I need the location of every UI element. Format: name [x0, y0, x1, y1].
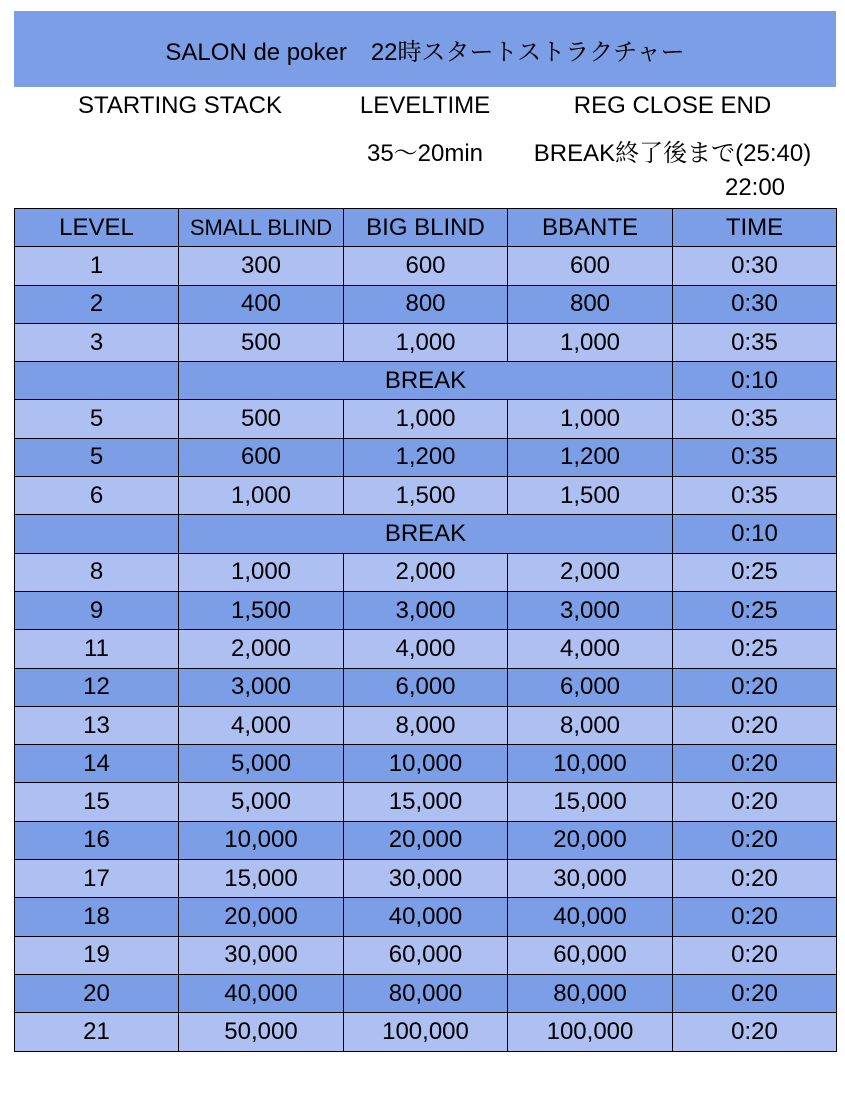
time-cell: 0:20 — [673, 668, 837, 706]
table-row — [15, 898, 837, 936]
break-row — [15, 515, 837, 553]
big-blind-cell: 4,000 — [344, 630, 508, 668]
small-blind-cell: 10,000 — [179, 821, 344, 859]
big-blind-cell: 1,200 — [344, 438, 508, 476]
big-blind-cell: 80,000 — [344, 974, 508, 1012]
break-label: BREAK — [179, 515, 673, 553]
level-cell: 2 — [15, 285, 179, 323]
level-cell: 3 — [15, 323, 179, 361]
table-body — [15, 247, 837, 1051]
small-blind-cell: 4,000 — [179, 706, 344, 744]
level-cell: 13 — [15, 706, 179, 744]
table-row — [15, 821, 837, 859]
header-small-blind: SMALL BLIND — [179, 209, 344, 247]
bbante-cell: 600 — [508, 247, 673, 285]
big-blind-cell: 8,000 — [344, 706, 508, 744]
time-cell: 0:20 — [673, 783, 837, 821]
time-cell: 0:20 — [673, 821, 837, 859]
time-cell: 0:25 — [673, 591, 837, 629]
time-cell: 0:25 — [673, 553, 837, 591]
small-blind-cell: 30,000 — [179, 936, 344, 974]
bbante-cell: 80,000 — [508, 974, 673, 1012]
level-cell: 6 — [15, 477, 179, 515]
page-title — [14, 11, 836, 87]
reg-close-label: REG CLOSE END — [573, 92, 772, 119]
time-cell: 0:25 — [673, 630, 837, 668]
small-blind-cell: 3,000 — [179, 668, 344, 706]
time-cell: 0:30 — [673, 247, 837, 285]
level-cell: 1 — [15, 247, 179, 285]
small-blind-cell: 600 — [179, 438, 344, 476]
big-blind-cell: 15,000 — [344, 783, 508, 821]
small-blind-cell: 20,000 — [179, 898, 344, 936]
small-blind-cell: 1,500 — [179, 591, 344, 629]
big-blind-cell: 2,000 — [344, 553, 508, 591]
table-row — [15, 477, 837, 515]
time-cell: 0:20 — [673, 745, 837, 783]
time-cell: 0:10 — [673, 515, 837, 553]
header-big-blind: BIG BLIND — [344, 209, 508, 247]
level-cell: 11 — [15, 630, 179, 668]
time-cell: 0:20 — [673, 1013, 837, 1051]
break-empty-cell — [15, 362, 179, 400]
table-row — [15, 285, 837, 323]
time-cell: 0:20 — [673, 974, 837, 1012]
level-cell: 12 — [15, 668, 179, 706]
time-cell: 0:35 — [673, 323, 837, 361]
break-row — [15, 362, 837, 400]
level-cell: 14 — [15, 745, 179, 783]
level-cell: 16 — [15, 821, 179, 859]
bbante-cell: 1,000 — [508, 323, 673, 361]
bbante-cell: 6,000 — [508, 668, 673, 706]
table-row — [15, 974, 837, 1012]
big-blind-cell: 1,000 — [344, 400, 508, 438]
bbante-cell: 2,000 — [508, 553, 673, 591]
level-cell: 9 — [15, 591, 179, 629]
big-blind-cell: 1,000 — [344, 323, 508, 361]
level-cell: 8 — [15, 553, 179, 591]
small-blind-cell: 5,000 — [179, 745, 344, 783]
level-cell: 5 — [15, 400, 179, 438]
bbante-cell: 60,000 — [508, 936, 673, 974]
blind-structure-table — [14, 208, 837, 1052]
small-blind-cell: 5,000 — [179, 783, 344, 821]
bbante-cell: 8,000 — [508, 706, 673, 744]
leveltime-label: LEVELTIME — [359, 92, 491, 119]
time-cell: 0:10 — [673, 362, 837, 400]
start-time-value: 22:00 — [724, 174, 786, 201]
big-blind-cell: 60,000 — [344, 936, 508, 974]
big-blind-cell: 3,000 — [344, 591, 508, 629]
leveltime-value: 35〜20min — [366, 140, 484, 167]
table-row — [15, 630, 837, 668]
big-blind-cell: 20,000 — [344, 821, 508, 859]
time-cell: 0:35 — [673, 477, 837, 515]
time-cell: 0:35 — [673, 438, 837, 476]
break-label: BREAK — [179, 362, 673, 400]
small-blind-cell: 1,000 — [179, 553, 344, 591]
bbante-cell: 15,000 — [508, 783, 673, 821]
level-cell: 17 — [15, 860, 179, 898]
time-cell: 0:20 — [673, 898, 837, 936]
header-level: LEVEL — [15, 209, 179, 247]
table-row — [15, 438, 837, 476]
reg-close-value: BREAK終了後まで(25:40) — [533, 140, 812, 167]
level-cell: 21 — [15, 1013, 179, 1051]
bbante-cell: 1,500 — [508, 477, 673, 515]
small-blind-cell: 300 — [179, 247, 344, 285]
bbante-cell: 800 — [508, 285, 673, 323]
bbante-cell: 10,000 — [508, 745, 673, 783]
table-row — [15, 323, 837, 361]
level-cell: 18 — [15, 898, 179, 936]
table-row — [15, 783, 837, 821]
bbante-cell: 1,200 — [508, 438, 673, 476]
header-time: TIME — [673, 209, 837, 247]
big-blind-cell: 30,000 — [344, 860, 508, 898]
table-row — [15, 591, 837, 629]
big-blind-cell: 6,000 — [344, 668, 508, 706]
big-blind-cell: 10,000 — [344, 745, 508, 783]
bbante-cell: 3,000 — [508, 591, 673, 629]
small-blind-cell: 500 — [179, 400, 344, 438]
header-bbante: BBANTE — [508, 209, 673, 247]
level-cell: 15 — [15, 783, 179, 821]
table-row — [15, 745, 837, 783]
time-cell: 0:20 — [673, 936, 837, 974]
bbante-cell: 100,000 — [508, 1013, 673, 1051]
table-header-row — [15, 209, 837, 247]
big-blind-cell: 800 — [344, 285, 508, 323]
big-blind-cell: 100,000 — [344, 1013, 508, 1051]
small-blind-cell: 50,000 — [179, 1013, 344, 1051]
table-row — [15, 553, 837, 591]
starting-stack-label: STARTING STACK — [77, 92, 283, 119]
level-cell: 19 — [15, 936, 179, 974]
table-row — [15, 706, 837, 744]
bbante-cell: 20,000 — [508, 821, 673, 859]
level-cell: 20 — [15, 974, 179, 1012]
break-empty-cell — [15, 515, 179, 553]
bbante-cell: 4,000 — [508, 630, 673, 668]
table-row — [15, 668, 837, 706]
small-blind-cell: 40,000 — [179, 974, 344, 1012]
table-row — [15, 936, 837, 974]
big-blind-cell: 600 — [344, 247, 508, 285]
big-blind-cell: 40,000 — [344, 898, 508, 936]
time-cell: 0:20 — [673, 860, 837, 898]
bbante-cell: 1,000 — [508, 400, 673, 438]
table-row — [15, 400, 837, 438]
small-blind-cell: 500 — [179, 323, 344, 361]
table-row — [15, 860, 837, 898]
time-cell: 0:20 — [673, 706, 837, 744]
small-blind-cell: 2,000 — [179, 630, 344, 668]
small-blind-cell: 15,000 — [179, 860, 344, 898]
table-row — [15, 1013, 837, 1051]
time-cell: 0:30 — [673, 285, 837, 323]
level-cell: 5 — [15, 438, 179, 476]
small-blind-cell: 400 — [179, 285, 344, 323]
bbante-cell: 40,000 — [508, 898, 673, 936]
big-blind-cell: 1,500 — [344, 477, 508, 515]
title-text: SALON de poker 22時スタートストラクチャー — [165, 38, 685, 66]
bbante-cell: 30,000 — [508, 860, 673, 898]
table-row — [15, 247, 837, 285]
time-cell: 0:35 — [673, 400, 837, 438]
small-blind-cell: 1,000 — [179, 477, 344, 515]
